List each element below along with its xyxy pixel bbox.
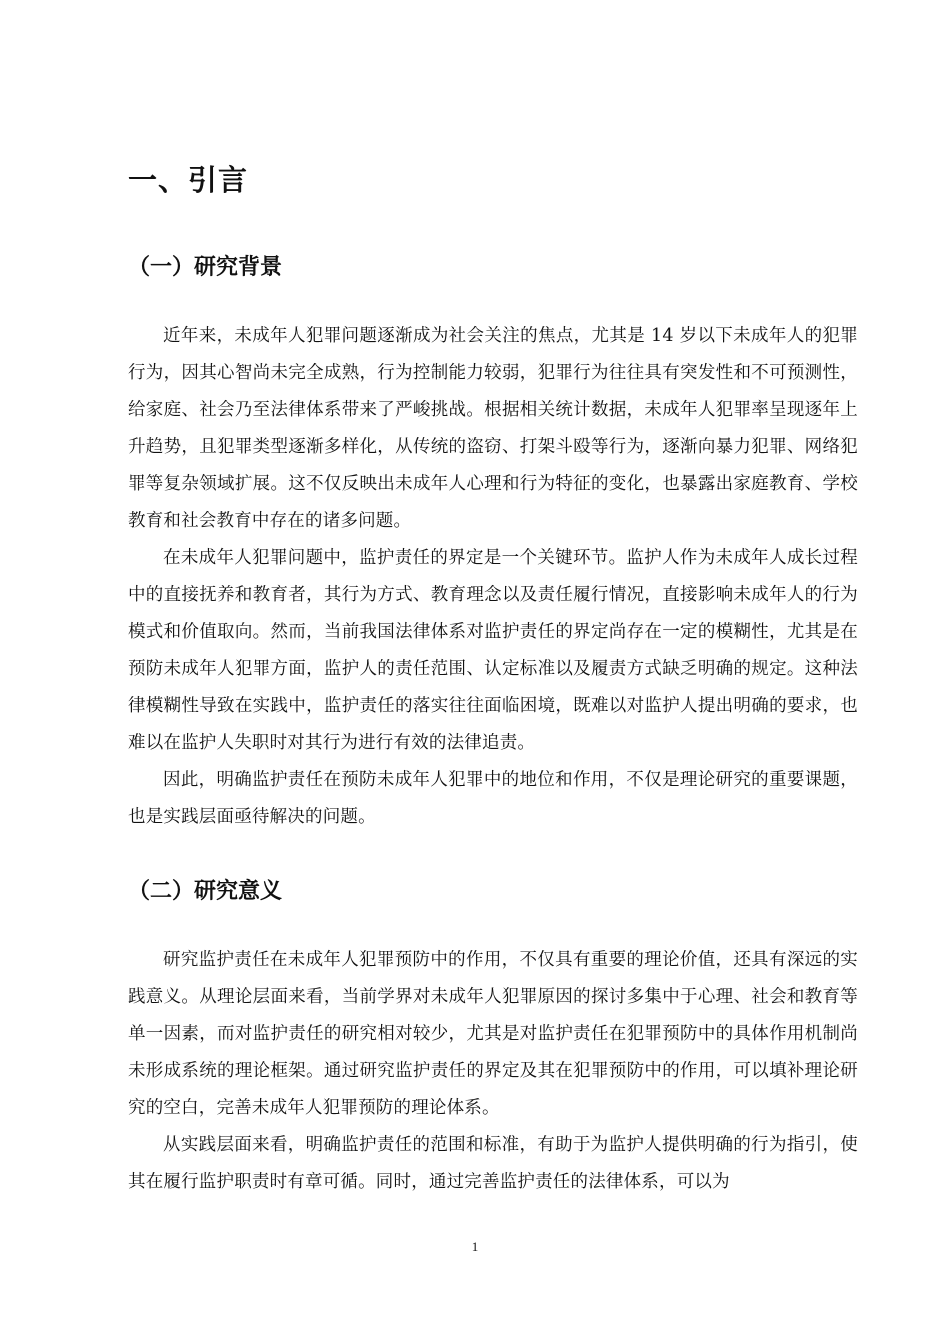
- section-heading-significance: （二）研究意义: [128, 879, 283, 904]
- page-number: 1: [471, 1239, 479, 1254]
- paragraph: 研究监护责任在未成年人犯罪预防中的作用，不仅具有重要的理论价值，还具有深远的实践意义。从理论层面来看，当前学界对未成年人犯罪原因的探讨多集中于心理、社会和教育等单一因素，而对监护责任的研究相对较少，尤其是对监护责任在犯罪预防中的具体作用机制尚未形成系统的理论框架。通过研究监护责任的界定及其在犯罪预防中的作用，可以填补理论研究的空白，完善未成年人犯罪预防的理论体系。: [128, 950, 858, 1118]
- section-body-background: [128, 318, 858, 836]
- section-body-significance: [128, 942, 858, 1201]
- paragraph: 近年来，未成年人犯罪问题逐渐成为社会关注的焦点，尤其是 14 岁以下未成年人的犯罪行为，因其心智尚未完全成熟，行为控制能力较弱，犯罪行为往往具有突发性和不可预测性，给家庭、社会乃至法律体系带来了严峻挑战。根据相关统计数据，未成年人犯罪率呈现逐年上升趋势，且犯罪类型逐渐多样化，从传统的盗窃、打架斗殴等行为，逐渐向暴力犯罪、网络犯罪等复杂领域扩展。这不仅反映出未成年人心理和行为特征的变化，也暴露出家庭教育、学校教育和社会教育中存在的诸多问题。: [128, 326, 858, 531]
- chapter-title: 一、引言: [128, 163, 249, 197]
- paragraph: 因此，明确监护责任在预防未成年人犯罪中的地位和作用，不仅是理论研究的重要课题，也是实践层面亟待解决的问题。: [128, 770, 858, 827]
- paragraph: 从实践层面来看，明确监护责任的范围和标准，有助于为监护人提供明确的行为指引，使其在履行监护职责时有章可循。同时，通过完善监护责任的法律体系，可以为: [128, 1135, 858, 1192]
- paragraph: 在未成年人犯罪问题中，监护责任的界定是一个关键环节。监护人作为未成年人成长过程中的直接抚养和教育者，其行为方式、教育理念以及责任履行情况，直接影响未成年人的行为模式和价值取向。然而，当前我国法律体系对监护责任的界定尚存在一定的模糊性，尤其是在预防未成年人犯罪方面，监护人的责任范围、认定标准以及履责方式缺乏明确的规定。这种法律模糊性导致在实践中，监护责任的落实往往面临困境，既难以对监护人提出明确的要求，也难以在监护人失职时对其行为进行有效的法律追责。: [128, 548, 858, 753]
- section-heading-background: （一）研究背景: [128, 255, 283, 280]
